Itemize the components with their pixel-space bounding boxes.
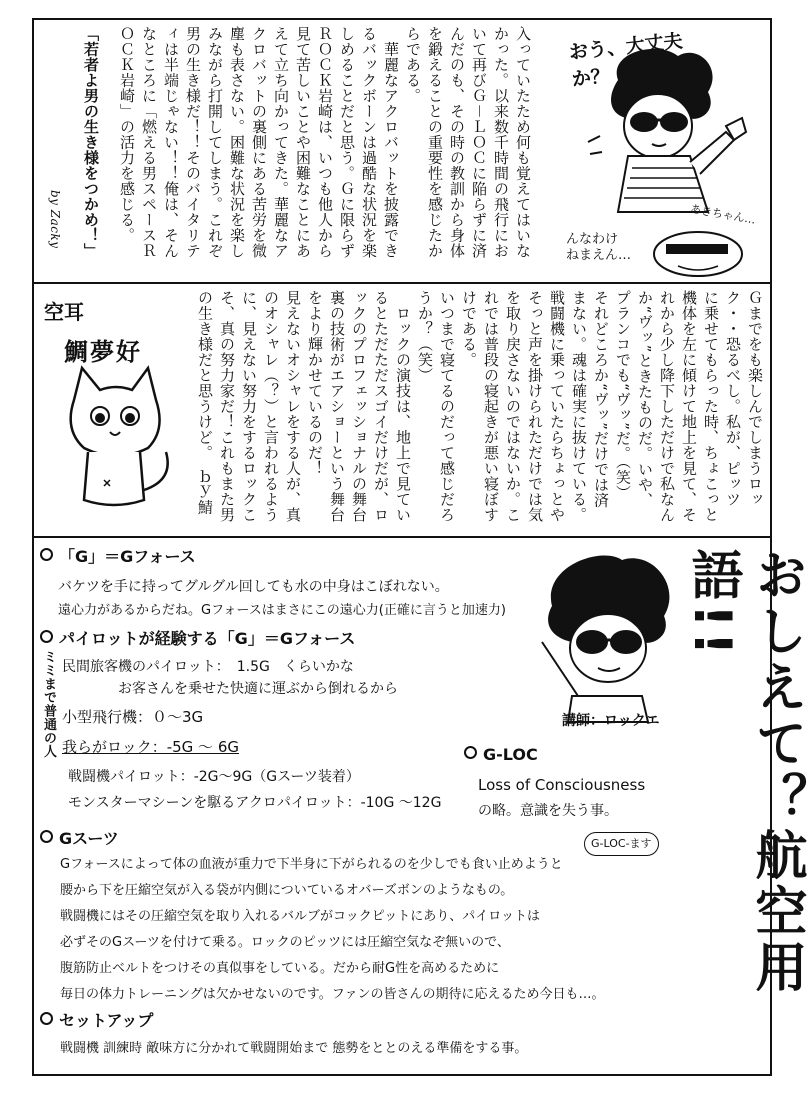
illustration-instructor-rock — [532, 546, 682, 726]
civil-pilot-note: お客さんを乗せた快適に運ぶから倒れるから — [118, 681, 398, 697]
bullet-icon — [40, 630, 53, 643]
mid-line: ク・・恐るべし。私が、ピッツ — [724, 290, 742, 507]
fighter-pilot-line: 戦闘機パイロット：-2G～9G（Gスーツ装着） — [68, 769, 360, 785]
top-article-text — [84, 26, 534, 276]
top-line: 「若者よ男の生き様をつかめ！」 — [82, 26, 100, 259]
gsuit-line-6: 毎日の体力トレーニングは欠かせないのです。ファンの皆さんの期待に応えるため今日も…。 — [60, 987, 605, 1002]
top-line: えて立ち向かってきた。華麗なア — [272, 26, 290, 259]
top-line: 華麗なアクロバットを披露でき — [382, 26, 400, 259]
mid-line: Ｇまでをも楽しんでしまうロッ — [746, 290, 764, 507]
pilot-g-heading — [40, 630, 355, 648]
mid-line: か“ヴッ”ときたものだ。いや、 — [636, 290, 654, 508]
g-definition-line-1: バケツを手に持ってグルグル回しても水の中身はこぼれない。 — [58, 579, 449, 595]
mid-line: に、見えない努力をするロックこ — [240, 290, 258, 523]
g-definition-heading-text: 「G」＝Gフォース — [59, 547, 196, 566]
gloc-heading — [464, 746, 538, 764]
setup-heading-text: セットアップ — [59, 1011, 154, 1030]
top-signature: by Zacky — [48, 190, 62, 249]
mascot-title-name: 鯛夢好 — [64, 338, 142, 366]
speech-ou-daijoubu: おう、大丈夫か？ — [568, 30, 684, 91]
mid-line: れでは普段の寝起きが悪い寝ぼすけである。 — [460, 290, 500, 523]
mid-line: ロックの演技は、地上で見てい — [394, 290, 412, 523]
gloc-heading-text: G-LOC — [483, 745, 538, 764]
top-line: 入っていたため何も覚えてはいな — [514, 26, 532, 259]
mid-line: 機体を左に傾けて地上を見て、そ — [680, 290, 698, 523]
monster-machine-line: モンスターマシーンを駆るアクロパイロット：-10G ～12G — [68, 795, 442, 811]
gloc-full-term: Loss of Consciousness — [478, 776, 646, 794]
section-divider-2 — [32, 536, 772, 538]
top-line: クロバットの裏側にある苦労を微 — [250, 26, 268, 259]
speech-nnawake: んなわけ ねまえん… — [566, 232, 632, 263]
mid-line: 裏の技術がエアショーという舞台 — [328, 290, 346, 523]
gsuit-line-4: 必ずそのGスーツを付けて乗る。ロックのピッツには圧縮空気なぞ無いので、 — [60, 935, 510, 950]
top-line: んだのも、その時の教訓から身体 — [448, 26, 466, 259]
top-line: みながら打開してしまう。これぞ — [206, 26, 224, 259]
top-line: 男の生き様だ！！そのバイタリテ — [184, 26, 202, 259]
top-line: なところに「燃える男スペースＲ — [140, 26, 158, 259]
mid-line: をより輝かせているのだ！ — [306, 290, 324, 476]
mid-line: それどころか“ヴッ”だけでは済 — [592, 290, 610, 508]
bullet-icon — [40, 1012, 53, 1025]
gsuit-heading-text: Gスーツ — [59, 829, 119, 848]
mid-line: るとただただスゴイだけだが、ロ — [372, 290, 390, 523]
mascot-title-soramimi: 空耳 — [44, 300, 84, 324]
gsuit-line-3: 戦闘機にはその圧縮空気を取り入れるバルブがコックピットにあり、パイロットは — [60, 909, 540, 924]
top-line: るバックボーンは過酷な状況を楽 — [360, 26, 378, 259]
setup-heading — [40, 1012, 153, 1030]
gloc-bubble: G-LOC-ます — [584, 832, 659, 856]
g-definition-heading — [40, 548, 196, 566]
gloc-description: の略。意識を失う事。 — [478, 803, 618, 819]
cat-mascot-icon — [44, 360, 184, 530]
middle-article-text — [186, 290, 766, 530]
speech-aki-chan: あきちゃん… — [689, 202, 757, 227]
section-divider-1 — [32, 282, 772, 284]
gsuit-heading — [40, 830, 119, 848]
mid-line: に乗せてもらった時、ちょこっと — [702, 290, 720, 523]
bullet-icon — [40, 548, 53, 561]
mid-line: いつまで寝てるのだって感じだろ — [438, 290, 456, 523]
setup-line-1: 戦闘機 訓練時 敵味方に分かれて戦闘開始まで 態勢をととのえる準備をする事。 — [60, 1041, 528, 1056]
mid-line: まない。魂は確実に抜けている。 — [570, 290, 588, 523]
civil-pilot-line: 民間旅客機のパイロット： 1.5G くらいかな — [62, 659, 354, 675]
glossary-title: おしえて？航空用語!! — [682, 548, 806, 996]
rock-g-line: 我らがロック：-5G ～ 6G — [62, 738, 239, 756]
mid-line: の生き様だと思うけど。 ｂｙ鯖 — [196, 290, 214, 515]
top-line: ＲＯＣＫ岩崎は、いつも他人から — [316, 26, 334, 259]
gsuit-line-1: Gフォースによって体の血液が重力で下半身に下がられるのを少しでも食い止めようと — [60, 857, 563, 872]
top-line: かった。以来数千時間の飛行にお — [492, 26, 510, 259]
top-line: 見て苦しいことや困難なことにあ — [294, 26, 312, 259]
gsuit-line-2: 腰から下を圧縮空気が入る袋が内側についているオバーズボンのようなもの。 — [60, 883, 514, 898]
top-line: 塵も表さない。困難な状況を楽し — [228, 26, 246, 259]
mid-line: そっと声を掛けられただけでは気 — [526, 290, 544, 523]
bullet-icon — [464, 746, 477, 759]
top-line: ィは半端じゃない！！俺は、そん — [162, 26, 180, 259]
mid-line: うか？（笑） — [416, 290, 434, 383]
mid-line: プランコでも“ヴッ”だ。（笑） — [614, 290, 632, 501]
mid-line: ックのプロフェッショナルの舞台 — [350, 290, 368, 523]
top-line: しめることだと思う。Ｇに限らず — [338, 26, 356, 259]
mid-line: 戦闘機に乗っていたらちょっとや — [548, 290, 566, 523]
mid-line: そ、真の努力家だ！これもまた男 — [218, 290, 236, 523]
small-plane-line: 小型飛行機：０～3G — [62, 708, 204, 726]
mid-line: 見えないオシャレをする人が、真 — [284, 290, 302, 523]
instructor-label: 講師：ロックエ — [562, 713, 660, 729]
mid-line: を取り戻さないのではないか。こ — [504, 290, 522, 523]
side-note: ミミまで普通の人 — [41, 650, 56, 758]
top-line: らである。 — [404, 26, 422, 104]
mid-line: のオシャレ（？）と言われるよう — [262, 290, 280, 523]
top-line: ＯＣＫ岩崎」の活力を感じる。 — [118, 26, 136, 243]
g-definition-line-2: 遠心力があるからだね。Gフォースはまさにこの遠心力(正確に言うと加速力) — [58, 603, 506, 618]
pilot-g-heading-text: パイロットが経験する「G」＝Gフォース — [59, 629, 356, 648]
bullet-icon — [40, 830, 53, 843]
top-line: を鍛えることの重要性を感じたか — [426, 26, 444, 259]
mid-line: れから少し降下しただけで私なん — [658, 290, 676, 523]
top-line: いて再びＧ－ＬＯＣに陥らずに済 — [470, 26, 488, 259]
gsuit-line-5: 腹筋防止ベルトをつけその真似事をしている。だから耐G性を高めるために — [60, 961, 500, 976]
